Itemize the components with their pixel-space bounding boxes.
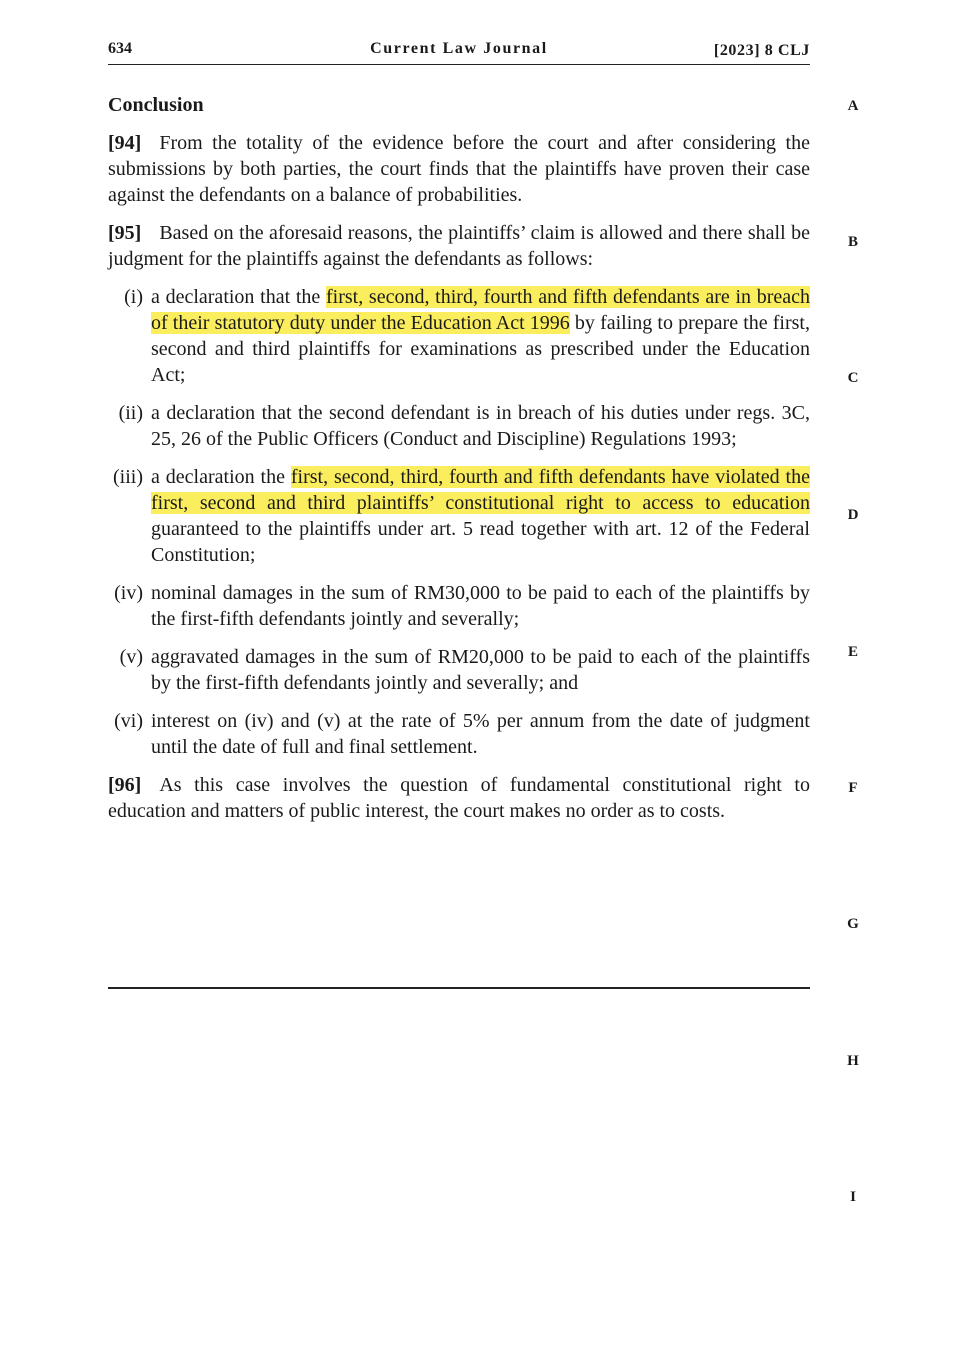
margin-letter-d: D [847, 507, 859, 523]
margin-letter-e: E [847, 644, 858, 660]
paragraph-text: From the totality of the evidence before the court and after considering the submissions by both parties, the court finds that the plaintiffs have proven their case against the defendants on a balance of probabilities. [108, 132, 810, 206]
order-text: a declaration that the second defendant is in breach of his duties under regs. 3C, 25, 26 of the Public Officers (Conduct and Discipline) Regulations 1993; [151, 402, 810, 450]
paragraph-text: Based on the aforesaid reasons, the plaintiffs’ claim is allowed and there shall be judgment for the plaintiffs against the defendants as follows: [108, 222, 810, 270]
order-text: nominal damages in the sum of RM30,000 to be paid to each of the plaintiffs by the first-fifth defendants jointly and severally; [151, 582, 810, 630]
margin-letter-b: B [847, 234, 858, 250]
journal-title: Current Law Journal [370, 40, 548, 57]
order-text: by failing to prepare the first, second and third plaintiffs for examinations as prescribed under the Education Act; [151, 312, 810, 386]
paragraph-number: [95] [108, 222, 142, 244]
order-item-v [108, 644, 810, 696]
order-item-iii [108, 464, 810, 568]
paragraph-94 [108, 130, 810, 208]
order-text: aggravated damages in the sum of RM20,000 to be paid to each of the plaintiffs by the first-fifth defendants jointly and severally; and [151, 646, 810, 694]
citation: [2023] 8 CLJ [713, 42, 810, 59]
paragraph-text: As this case involves the question of fundamental constitutional right to education and matters of public interest, the court makes no order as to costs. [108, 774, 810, 822]
running-header [108, 38, 810, 65]
order-number: (iv) [114, 582, 143, 604]
order-text: interest on (iv) and (v) at the rate of 5% per annum from the date of judgment until the date of full and final settlement. [151, 710, 810, 758]
margin-letter-f: F [848, 780, 858, 796]
paragraph-96 [108, 772, 810, 824]
margin-letter-c: C [847, 370, 859, 386]
margin-letter-g: G [847, 916, 859, 932]
judgment-body [108, 92, 810, 836]
order-item-ii [108, 400, 810, 452]
margin-letter-i: I [850, 1189, 856, 1205]
paragraph-number: [94] [108, 132, 142, 154]
paragraph-95 [108, 220, 810, 272]
order-text: a declaration that the [151, 286, 326, 308]
order-item-i [108, 284, 810, 388]
order-number: (vi) [114, 710, 143, 732]
order-number: (v) [119, 646, 143, 668]
highlighted-text: first, second, third, fourth and fifth defendants are in breach of their statutory duty under the Education Act 1996 [151, 286, 811, 334]
order-item-vi [108, 708, 810, 760]
paragraph-number: [96] [108, 774, 142, 796]
end-of-judgment-rule [108, 987, 810, 989]
highlighted-text: first, second, third, fourth and fifth defendants have violated the first, second and third plaintiffs’ constitutional right to access to education [151, 466, 810, 514]
margin-letter-a: A [847, 98, 859, 114]
margin-letter-h: H [847, 1053, 859, 1069]
section-heading: Conclusion [108, 94, 204, 116]
page-number: 634 [108, 40, 132, 57]
order-number: (i) [124, 286, 143, 308]
order-text: a declaration the [151, 466, 291, 488]
order-item-iv [108, 580, 810, 632]
order-text: guaranteed to the plaintiffs under art. 5 read together with art. 12 of the Federal Constitution; [151, 518, 810, 566]
order-number: (iii) [113, 466, 143, 488]
order-number: (ii) [118, 402, 143, 424]
